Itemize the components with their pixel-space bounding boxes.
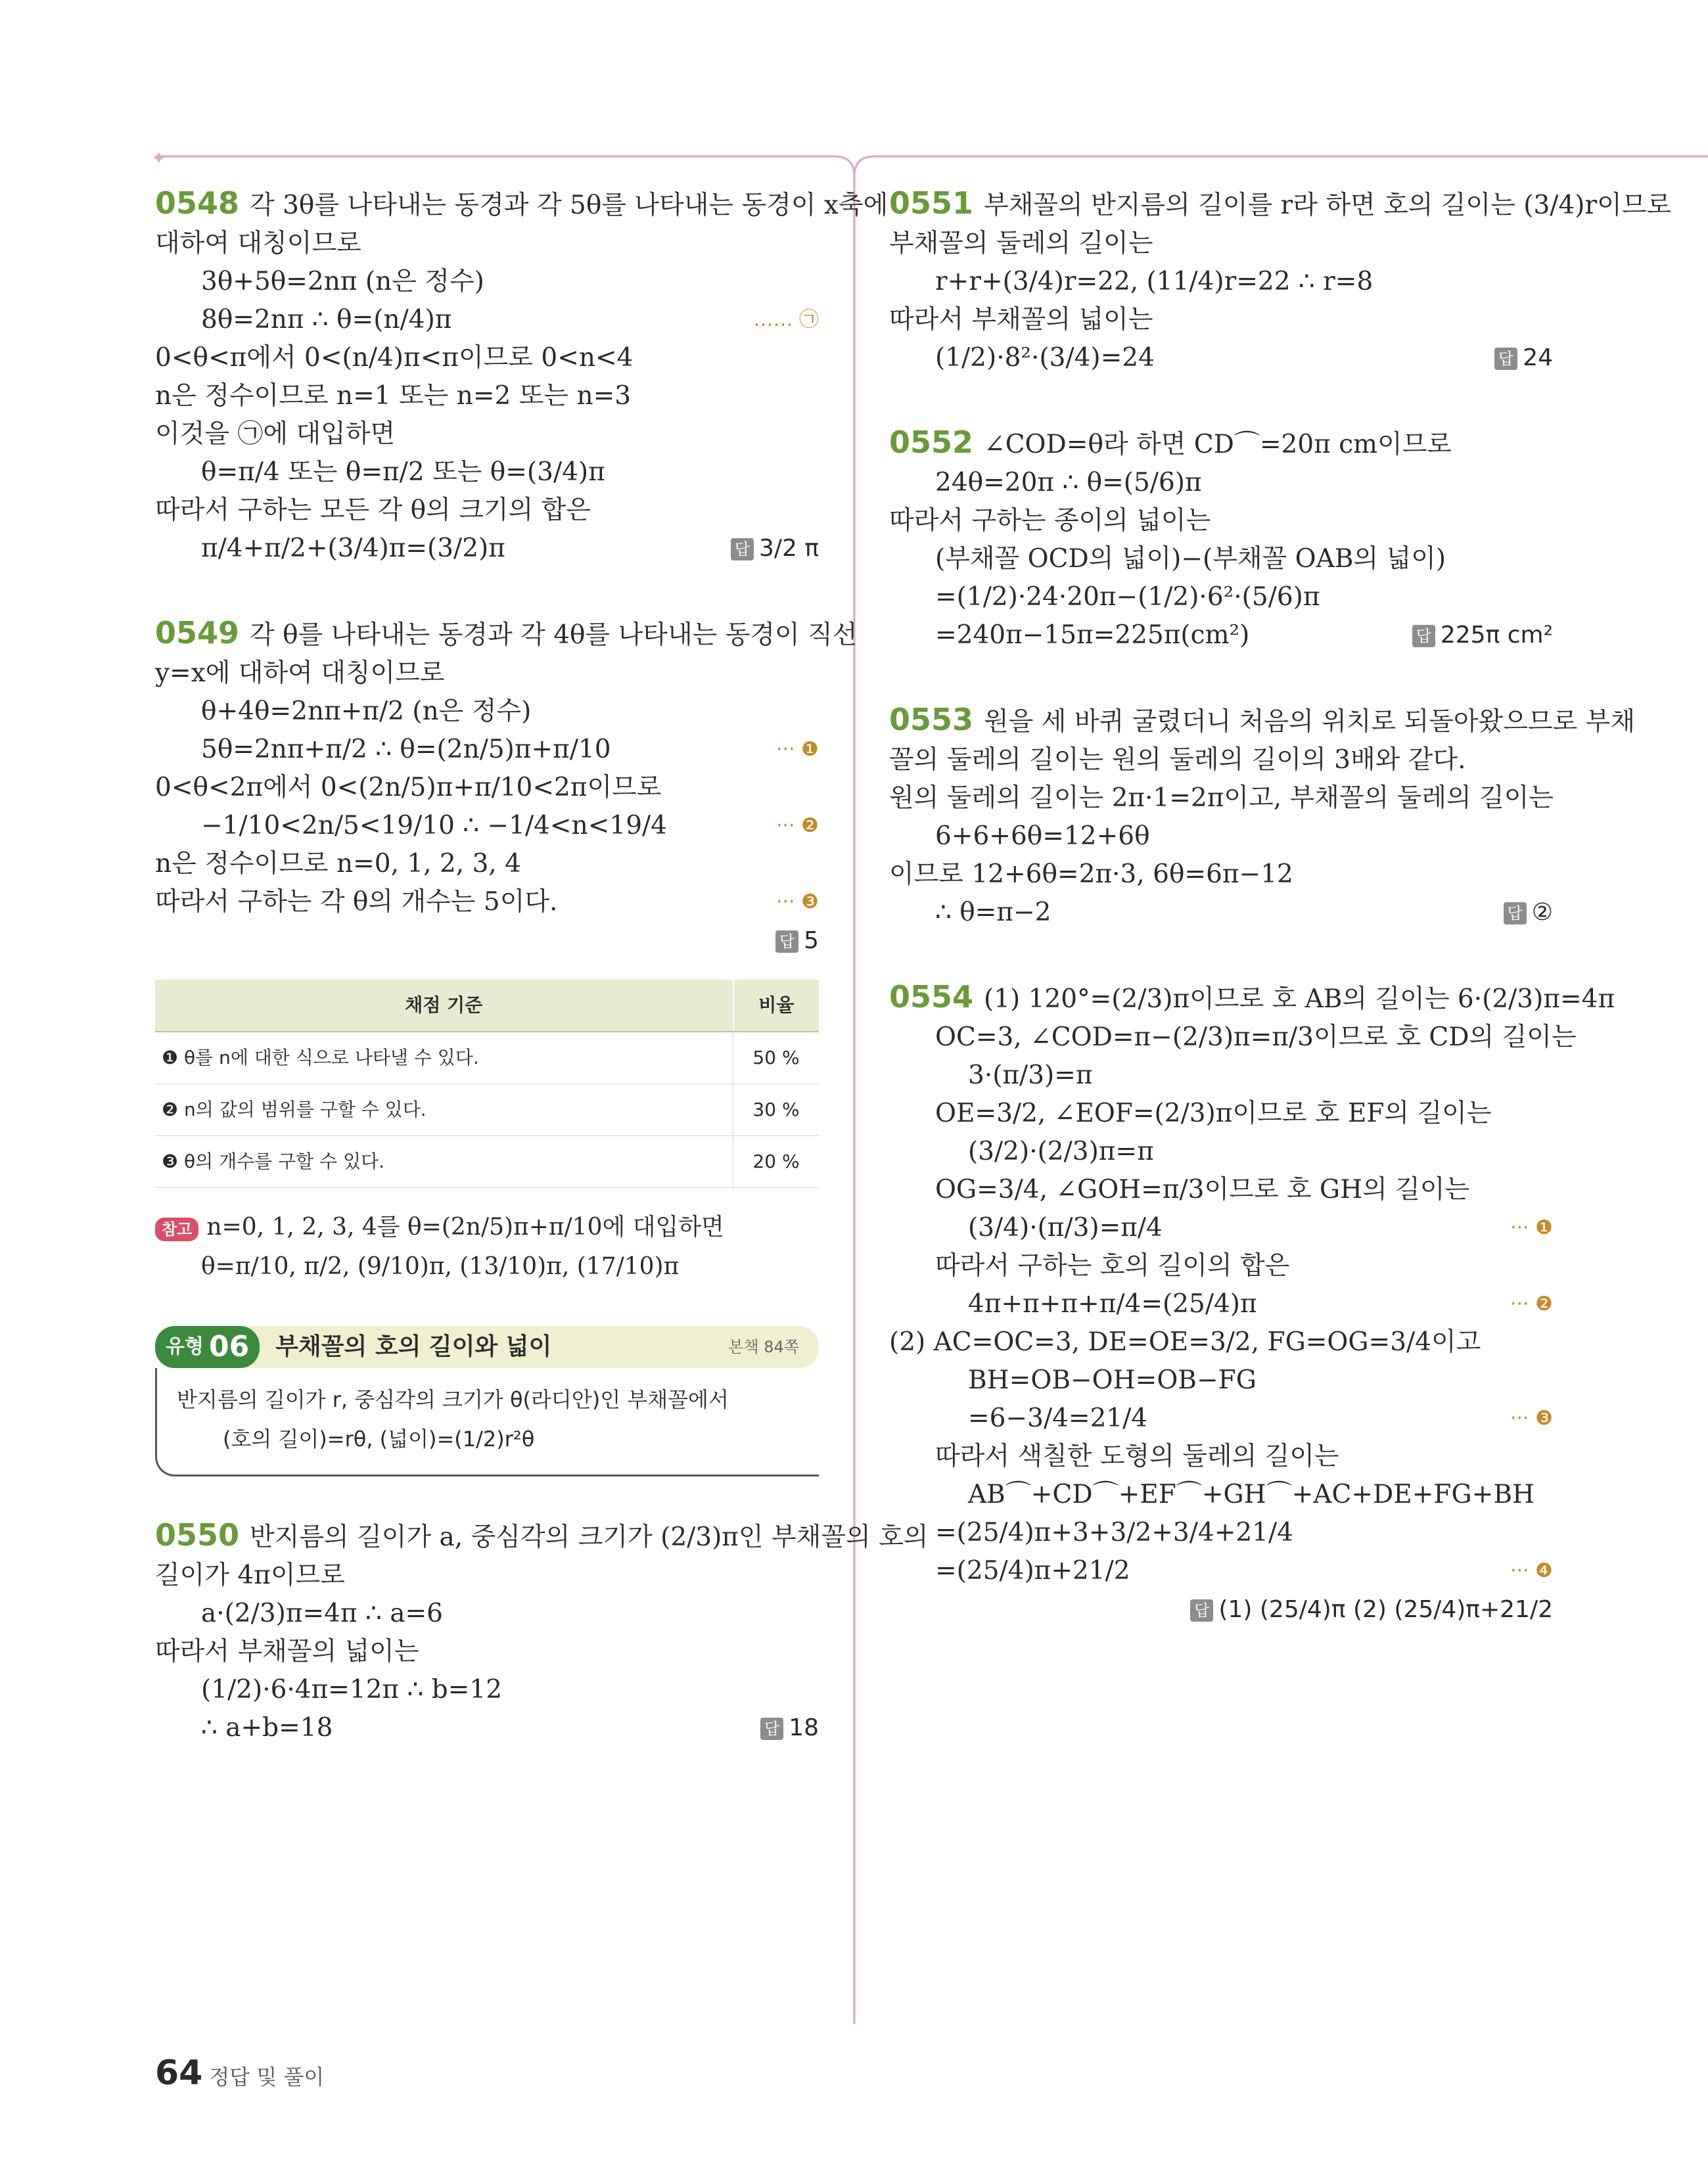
text-line: 각 θ를 나타내는 동경과 각 4θ를 나타내는 동경이 직선 xyxy=(250,620,858,650)
text-line: ∠COD=θ라 하면 CD⌒=20π cm이므로 xyxy=(984,430,1452,459)
step-mark: …… ㉠ xyxy=(753,308,819,331)
step-mark: ··· ❷ xyxy=(1510,1292,1553,1315)
equation: θ+4θ=2nπ+π/2 (n은 정수) xyxy=(201,697,532,726)
text-line: 따라서 구하는 종이의 넓이는 xyxy=(889,506,1211,536)
answer-value: ② xyxy=(1531,899,1553,926)
equation: =(25/4)π+21/2 xyxy=(935,1556,1130,1586)
answer-icon: 답 xyxy=(760,1718,783,1740)
equation: θ=π/4 또는 θ=π/2 또는 θ=(3/4)π xyxy=(201,457,605,487)
answer-value: 18 xyxy=(789,1714,819,1741)
type-title: 부채꼴의 호의 길이와 넓이 xyxy=(275,1333,552,1360)
equation: π/4+π/2+(3/4)π=(3/2)π xyxy=(201,534,505,563)
answer xyxy=(731,530,819,568)
problem-0552 xyxy=(889,423,1553,654)
text-line: n=0, 1, 2, 3, 4를 θ=(2n/5)π+π/10에 대입하면 xyxy=(206,1214,724,1241)
problem-number: 0550 xyxy=(155,1517,240,1553)
table-header: 비율 xyxy=(733,980,819,1032)
problem-0553 xyxy=(889,700,1635,932)
table-row xyxy=(155,1032,819,1084)
problem-0548 xyxy=(155,184,889,568)
equation: =240π−15π=225π(cm²) xyxy=(935,620,1250,650)
text-line: 0<θ<π에서 0<(n/4)π<π이므로 0<n<4 xyxy=(155,343,634,373)
type-summary xyxy=(155,1368,819,1476)
text-line: 각 3θ를 나타내는 동경과 각 5θ를 나타내는 동경이 x축에 xyxy=(250,191,889,220)
text-line: 따라서 부채꼴의 넓이는 xyxy=(889,305,1153,334)
answer-icon: 답 xyxy=(1412,625,1435,647)
equation: BH=OB−OH=OB−FG xyxy=(968,1365,1257,1395)
text-line: 0<θ<2π에서 0<(2n/5)π+π/10<2π이므로 xyxy=(155,773,662,802)
type-number: 06 xyxy=(208,1330,250,1363)
problem-number: 0551 xyxy=(889,185,974,221)
text-line: 원의 둘레의 길이는 2π·1=2π이고, 부채꼴의 둘레의 길이는 xyxy=(889,783,1554,813)
text-line: 대하여 대칭이므로 xyxy=(155,229,361,258)
answer-value: 225π cm² xyxy=(1440,622,1553,649)
table-cell: 30 % xyxy=(733,1084,819,1136)
equation: 4π+π+π+π/4=(25/4)π xyxy=(968,1289,1257,1319)
equation: 3θ+5θ=2nπ (n은 정수) xyxy=(201,267,484,296)
problem-number: 0549 xyxy=(155,615,240,651)
right-column xyxy=(889,184,1672,1675)
book-reference: 본책 84쪽 xyxy=(728,1338,799,1356)
page-number: 64 xyxy=(155,2053,203,2093)
text-line: OE=3/2, ∠EOF=(2/3)π이므로 호 EF의 길이는 xyxy=(935,1099,1492,1128)
book-section-label: 정답 및 풀이 xyxy=(209,2065,325,2090)
answer xyxy=(1504,894,1553,932)
step-mark: ··· ❷ xyxy=(775,814,819,837)
text-line: 따라서 구하는 각 θ의 개수는 5이다. xyxy=(155,887,558,917)
text-line: 길이가 4π이므로 xyxy=(155,1561,345,1590)
star-icon: ✦ xyxy=(151,147,167,169)
table-cell: ❷ n의 값의 범위를 구할 수 있다. xyxy=(155,1084,733,1136)
equation: (3/2)·(2/3)π=π xyxy=(968,1137,1154,1166)
table-cell: ❶ θ를 n에 대한 식으로 나타낼 수 있다. xyxy=(155,1032,733,1084)
text-line: 이므로 12+6θ=2π·3, 6θ=6π−12 xyxy=(889,859,1293,889)
table-row xyxy=(155,1084,819,1136)
table-cell: 20 % xyxy=(733,1136,819,1188)
text-line: (2) AC=OC=3, DE=OE=3/2, FG=OG=3/4이고 xyxy=(889,1327,1481,1357)
problem-number: 0548 xyxy=(155,185,240,221)
equation: r+r+(3/4)r=22, (11/4)r=22 ∴ r=8 xyxy=(935,267,1373,296)
step-mark: ··· ❸ xyxy=(1510,1407,1553,1430)
left-column xyxy=(155,184,929,1793)
equation: 3·(π/3)=π xyxy=(968,1061,1093,1090)
text-line: 꼴의 둘레의 길이는 원의 둘레의 길이의 3배와 같다. xyxy=(889,745,1466,775)
answer-value: (1) (25/4)π (2) (25/4)π+21/2 xyxy=(1218,1596,1553,1623)
text-line: 따라서 구하는 호의 길이의 합은 xyxy=(935,1251,1290,1281)
text-line: 반지름의 길이가 a, 중심각의 크기가 (2/3)π인 부채꼴의 호의 xyxy=(250,1522,929,1552)
text-line: (1) 120°=(2/3)π이므로 호 AB의 길이는 6·(2/3)π=4π xyxy=(984,984,1615,1014)
answer xyxy=(760,1709,819,1747)
table-cell: 50 % xyxy=(733,1032,819,1084)
answer-icon: 답 xyxy=(775,930,798,953)
text-line: OG=3/4, ∠GOH=π/3이므로 호 GH의 길이는 xyxy=(935,1175,1470,1204)
text-line: y=x에 대하여 대칭이므로 xyxy=(155,658,445,688)
problem-number: 0552 xyxy=(889,424,974,460)
answer-icon: 답 xyxy=(1494,348,1517,370)
text-line: 원을 세 바퀴 굴렸더니 처음의 위치로 되돌아왔으므로 부채 xyxy=(984,707,1635,737)
step-mark: ··· ❶ xyxy=(1510,1216,1553,1239)
text-line: 따라서 구하는 모든 각 θ의 크기의 합은 xyxy=(155,495,591,525)
equation: a·(2/3)π=4π ∴ a=6 xyxy=(201,1599,443,1628)
answer-icon: 답 xyxy=(1504,902,1527,925)
answer-value: 3/2 π xyxy=(758,535,819,562)
table-row xyxy=(155,1136,819,1188)
equation: =6−3/4=21/4 xyxy=(968,1404,1148,1433)
answer xyxy=(775,927,819,954)
text-line: 부채꼴의 둘레의 길이는 xyxy=(889,229,1153,258)
step-mark: ··· ❹ xyxy=(1510,1559,1553,1582)
problem-0550 xyxy=(155,1516,929,1747)
equation: (부채꼴 OCD의 넓이)−(부채꼴 OAB의 넓이) xyxy=(935,544,1446,574)
text-line: 반지름의 길이가 r, 중심각의 크기가 θ(라디안)인 부채꼴에서 xyxy=(177,1387,729,1412)
text-line: n은 정수이므로 n=1 또는 n=2 또는 n=3 xyxy=(155,381,632,411)
problem-0549 xyxy=(155,614,858,1287)
table-header: 채점 기준 xyxy=(155,980,733,1032)
type-section-06 xyxy=(155,1326,819,1476)
type-label: 유형 xyxy=(166,1335,204,1358)
problem-number: 0553 xyxy=(889,702,974,737)
equation: −1/10<2n/5<19/10 ∴ −1/4<n<19/4 xyxy=(201,811,667,840)
note-tag: 참고 xyxy=(155,1218,198,1241)
equation: 8θ=2nπ ∴ θ=(n/4)π xyxy=(201,305,452,334)
equation: =(1/2)·24·20π−(1/2)·6²·(5/6)π xyxy=(935,582,1320,612)
equation: 6+6+6θ=12+6θ xyxy=(935,821,1150,851)
answer-icon: 답 xyxy=(1190,1599,1213,1622)
reference-note xyxy=(155,1208,819,1287)
text-line: n은 정수이므로 n=0, 1, 2, 3, 4 xyxy=(155,849,521,879)
text-line: 따라서 부채꼴의 넓이는 xyxy=(155,1637,419,1666)
formula: (호의 길이)=rθ, (넓이)=(1/2)r²θ xyxy=(223,1427,535,1452)
equation: (1/2)·8²·(3/4)=24 xyxy=(935,343,1155,373)
table-cell: ❸ θ의 개수를 구할 수 있다. xyxy=(155,1136,733,1188)
step-mark: ··· ❸ xyxy=(775,890,819,913)
equation: 24θ=20π ∴ θ=(5/6)π xyxy=(935,468,1202,497)
answer-value: 24 xyxy=(1523,344,1553,371)
equation: (1/2)·6·4π=12π ∴ b=12 xyxy=(201,1675,503,1704)
equation: AB⌒+CD⌒+EF⌒+GH⌒+AC+DE+FG+BH xyxy=(968,1480,1535,1509)
page-footer xyxy=(155,2053,324,2093)
step-mark: ··· ❶ xyxy=(775,738,819,761)
answer-icon: 답 xyxy=(731,538,754,560)
equation: =(25/4)π+3+3/2+3/4+21/4 xyxy=(935,1518,1293,1547)
equation: ∴ θ=π−2 xyxy=(935,898,1051,927)
equation: ∴ a+b=18 xyxy=(201,1713,333,1743)
problem-0551 xyxy=(889,184,1672,377)
text-line: 이것을 ㉠에 대입하면 xyxy=(155,419,396,449)
equation: (3/4)·(π/3)=π/4 xyxy=(968,1213,1163,1243)
answer xyxy=(1494,339,1553,377)
answer xyxy=(1190,1596,1553,1623)
text-line: 따라서 색칠한 도형의 둘레의 길이는 xyxy=(935,1442,1339,1471)
problem-number: 0554 xyxy=(889,979,974,1015)
equation: θ=π/10, π/2, (9/10)π, (13/10)π, (17/10)π xyxy=(201,1253,680,1280)
problem-0554 xyxy=(889,978,1615,1629)
grading-table xyxy=(155,980,819,1188)
type-banner xyxy=(155,1326,819,1368)
equation: 5θ=2nπ+π/2 ∴ θ=(2n/5)π+π/10 xyxy=(201,735,611,764)
text-line: OC=3, ∠COD=π−(2/3)π=π/3이므로 호 CD의 길이는 xyxy=(935,1022,1577,1052)
answer-value: 5 xyxy=(804,927,819,954)
type-badge xyxy=(155,1326,260,1368)
text-line: 부채꼴의 반지름의 길이를 r라 하면 호의 길이는 (3/4)r이므로 xyxy=(984,191,1672,220)
answer xyxy=(1412,616,1553,654)
